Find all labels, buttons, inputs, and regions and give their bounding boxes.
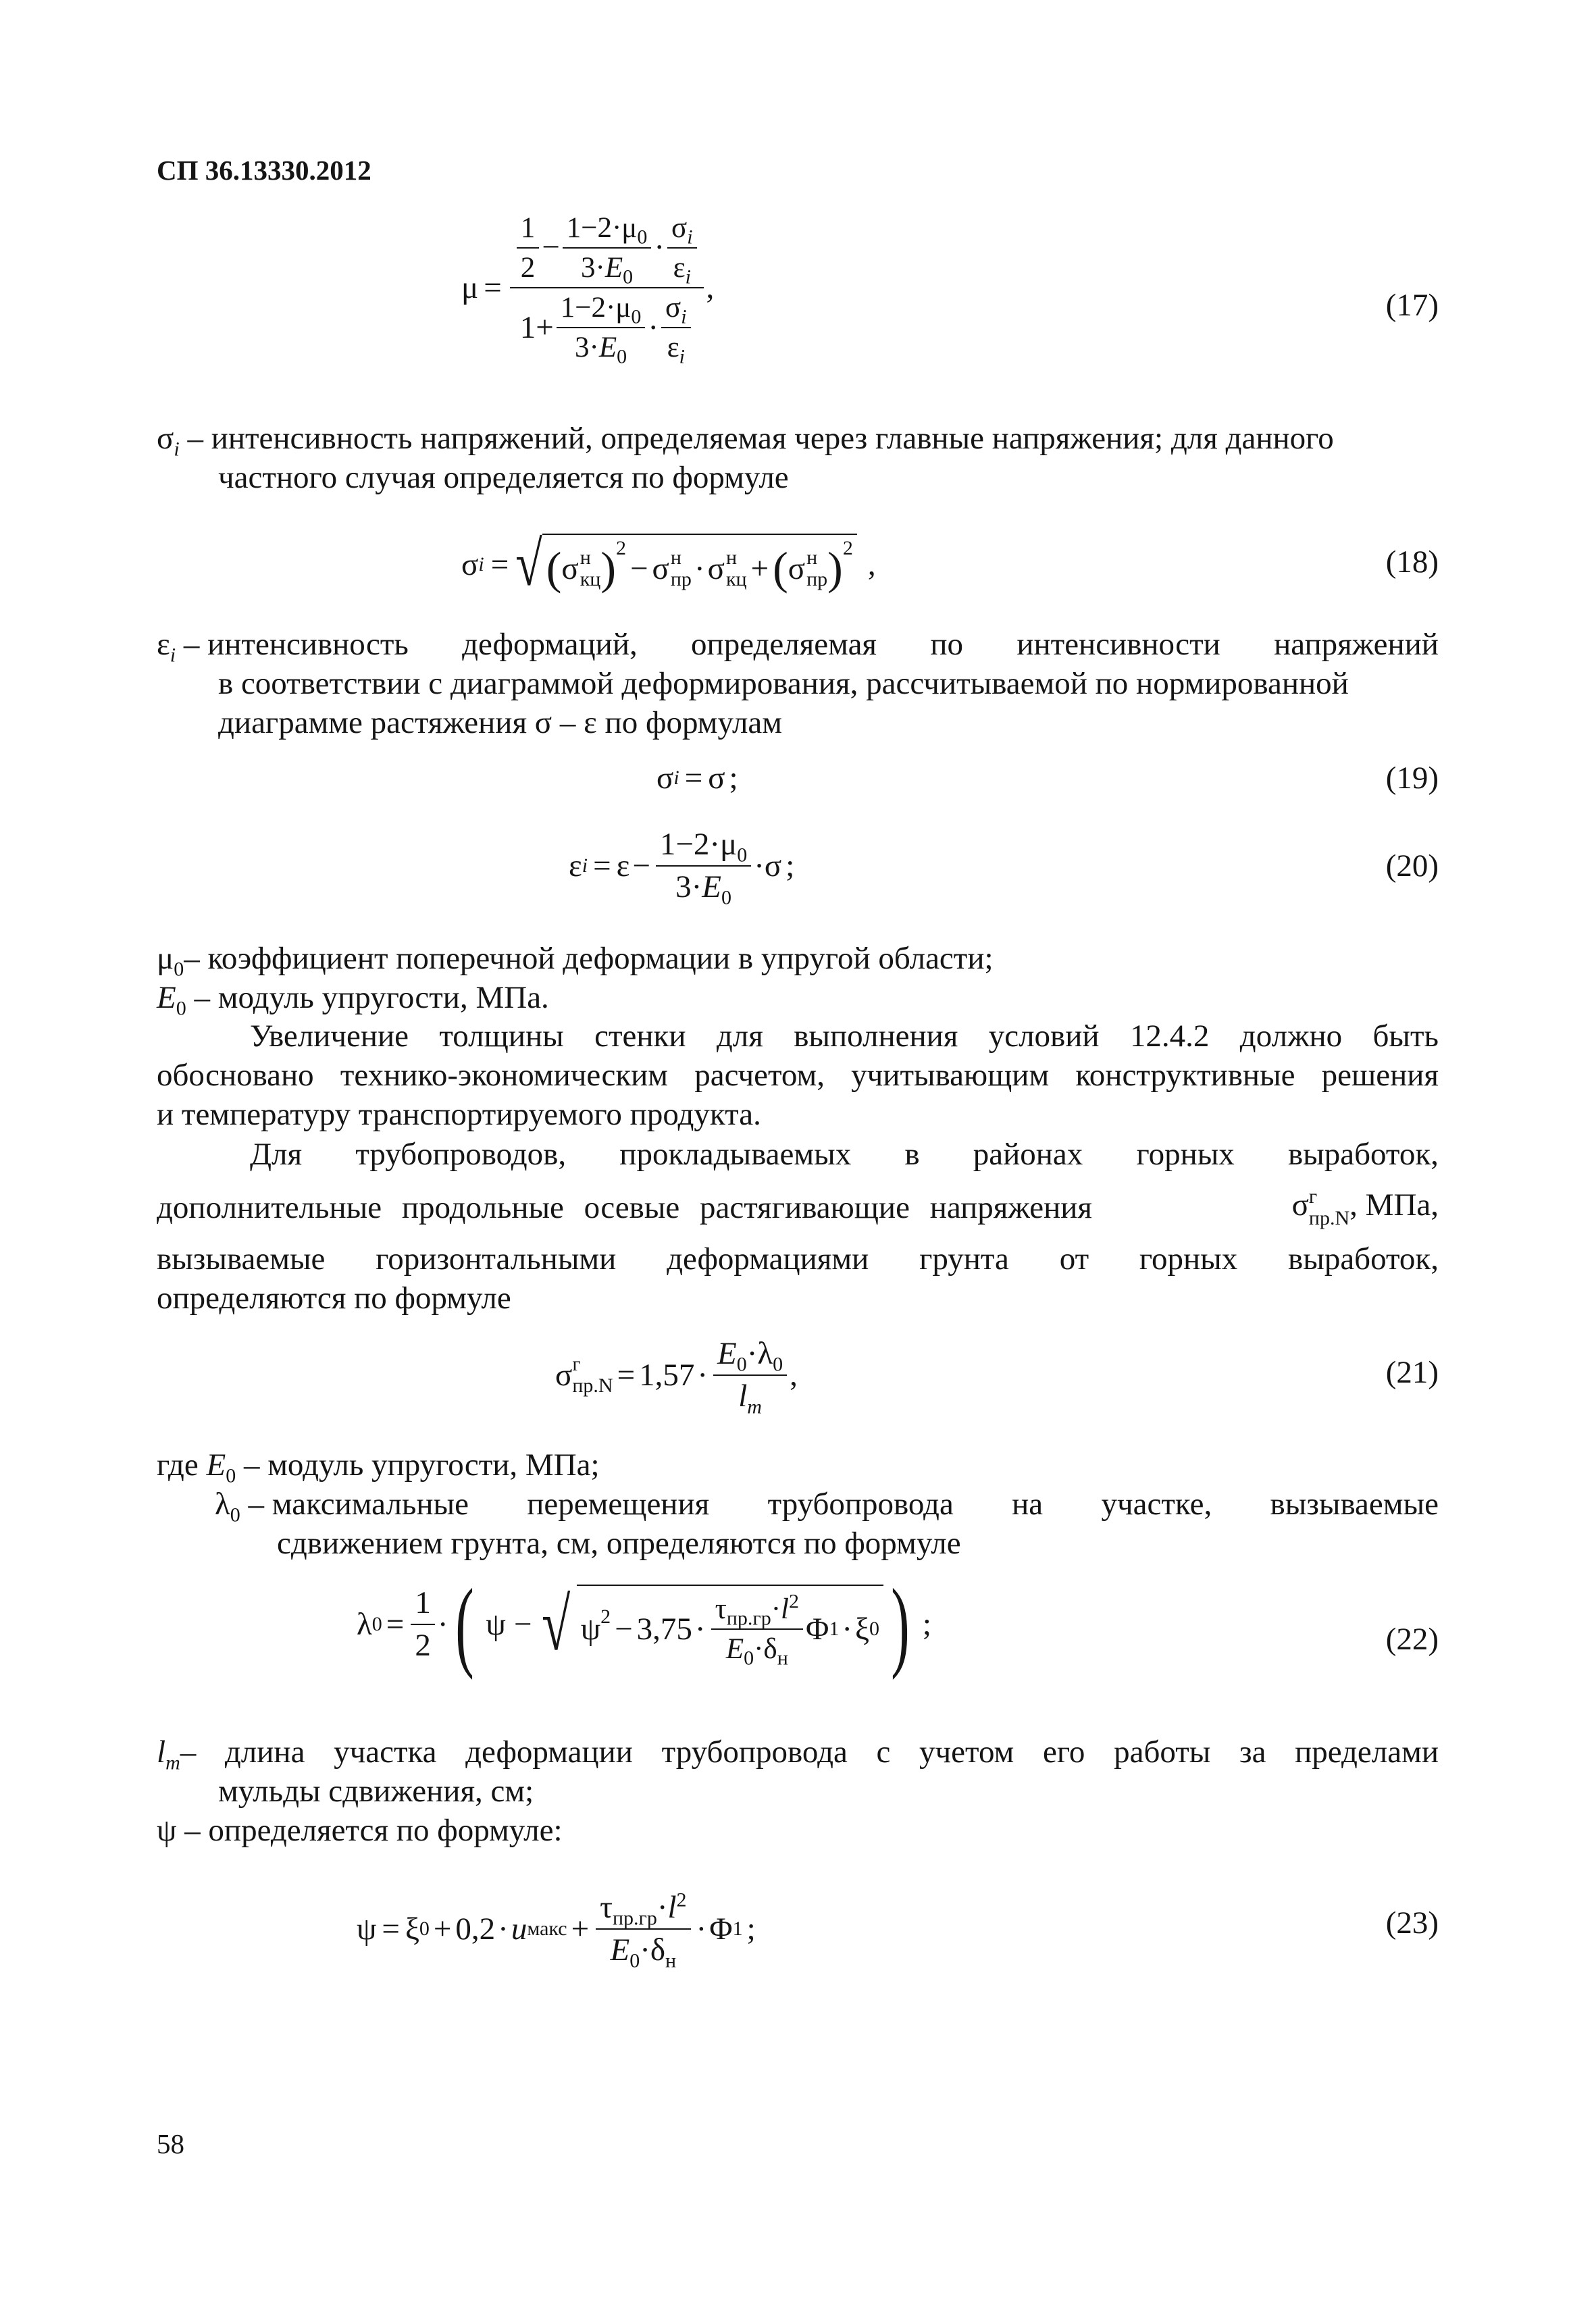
equation-number-22: (22)	[1385, 1622, 1439, 1657]
definition-lm-line1: $l_m$ – длина участка деформации трубопровода с учетом его работы за пределами	[157, 1734, 1439, 1774]
definition-lambda0-line2: сдвижением грунта, см, определяются по формуле	[277, 1526, 961, 1561]
formula-20: ε i = ε − $\frac{1-2\cdot\mu_0}{3\cdot E_0}$ · σ ;	[569, 827, 795, 909]
tau-fraction-22: $\frac{\tau_{пр.гр}\cdot l^2}{E_0\cdot\delta_н}$	[711, 1594, 803, 1664]
paragraph-2-line2: дополнительные продольные осевые растягивающие напряжения σ г пр.N , МПа,	[157, 1185, 1439, 1230]
equation-number-23: (23)	[1385, 1905, 1439, 1940]
main-numerator: $\frac{1}{2}$ − $\frac{1-2\cdot\mu_0}{3\cdot E_0}$ · $\frac{\sigma_i}{\varepsilon_i}$	[510, 213, 704, 288]
sqrt-radicand: ( σ н кц ) $^2$ − σ н пр · σ н кц + ( σ н пр ) $^2$	[542, 534, 857, 595]
definition-lm-line2: мульды сдвижения, см;	[218, 1774, 534, 1809]
sigma-eps-fraction-bottom: $\frac{\sigma_i}{\varepsilon_i}$	[661, 292, 691, 363]
formula-17: μ = $\frac{1}{2}$ − $\frac{1-2\cdot\mu_0}{3\cdot E_0}$ · $\frac{\sigma_i}{\varepsilon_i}$ 1 + $\frac{1-2\cdot\mu_0}{3\cdot E_0}$ · $\frac{\sigma_i}{\varepsilon_i}$ ,	[461, 212, 715, 369]
equation-number-21: (21)	[1385, 1355, 1439, 1390]
paragraph-2-line1: Для трубопроводов, прокладываемых в районах горных выработок,	[250, 1137, 1439, 1172]
right-paren-icon: )	[891, 1568, 910, 1680]
definition-eps-i-line3: диаграмме растяжения σ – ε по формулам	[218, 705, 783, 740]
definition-sigma-i-cont: частного случая определяется по формуле	[218, 460, 789, 495]
page-number: 58	[157, 2128, 184, 2159]
paragraph-2-line3: вызываемые горизонтальными деформациями грунта от горных выработок,	[157, 1241, 1439, 1277]
definition-lambda0-line1: $\lambda_0$ – максимальные перемещения трубопровода на участке, вызываемые	[215, 1487, 1439, 1526]
equation-number-17: (17)	[1385, 288, 1439, 323]
definition-E0: $E_0$ – модуль упругости, МПа.	[157, 980, 549, 1020]
paragraph-1-line1: Увеличение толщины стенки для выполнения условий 12.4.2 должно быть	[250, 1019, 1439, 1054]
formula-18: σ i = √ ( σ н кц ) $^2$ − σ н пр · σ н кц + ( σ н пр ) $^2$ ,	[461, 534, 876, 595]
formula-22: λ 0 = $\frac{1}{2}$ · ( ψ − √ ψ $^2$ − 3,75 · $\frac{\tau_{пр.гр}\cdot l^2}{E_0\cdot\delta_н}$ Φ 1 · ξ 0 ) ;	[357, 1568, 931, 1680]
formula-21: σ г пр.N = 1,57 · $\frac{E_0\cdot\lambda_0}{l_m}$ ,	[555, 1336, 798, 1418]
paragraph-1-line3: и температуру транспортируемого продукта.	[157, 1097, 761, 1132]
definition-psi: ψ – определяется по формуле:	[157, 1813, 563, 1848]
paragraph-2-line4: определяются по формуле	[157, 1281, 511, 1316]
equation-number-19: (19)	[1385, 761, 1439, 796]
tau-fraction-23: $\frac{\tau_{пр.гр}\cdot l^2}{E_0\cdot\delta_н}$	[596, 1891, 690, 1968]
left-paren-icon: (	[455, 1568, 475, 1680]
paragraph-1-line2: обосновано технико-экономическим расчетом, учитывающим конструктивные решения	[157, 1058, 1439, 1093]
definition-sigma-i: $\sigma_i$ – интенсивность напряжений, определяемая через главные напряжения; для данного	[157, 421, 1334, 461]
mu-symbol: μ	[461, 270, 479, 306]
main-denominator: 1 + $\frac{1-2\cdot\mu_0}{3\cdot E_0}$ · $\frac{\sigma_i}{\varepsilon_i}$	[516, 288, 698, 363]
definition-where-E0: где $E_0$ – модуль упругости, МПа;	[157, 1447, 600, 1487]
sqrt-sign-icon-22: √	[542, 1583, 571, 1666]
equation-number-20: (20)	[1385, 848, 1439, 883]
mu0-fraction-bottom: $\frac{1-2\cdot\mu_0}{3\cdot E_0}$	[557, 292, 646, 363]
formula-23: ψ = ξ 0 + 0,2 · u макс + $\frac{\tau_{пр.гр}\cdot l^2}{E_0\cdot\delta_н}$ · Φ 1 ;	[357, 1888, 756, 1972]
formula-19: σ i = σ ;	[657, 761, 738, 796]
sqrt-radicand-22: ψ $^2$ − 3,75 · $\frac{\tau_{пр.гр}\cdot l^2}{E_0\cdot\delta_н}$ Φ 1 · ξ 0	[577, 1585, 883, 1664]
definition-eps-i-line2: в соответствии с диаграммой деформирования, рассчитываемой по нормированной	[218, 666, 1349, 701]
sqrt-sign-icon: √	[515, 528, 542, 599]
mu0-fraction-top: $\frac{1-2\cdot\mu_0}{3\cdot E_0}$	[563, 213, 652, 283]
main-fraction	[510, 212, 704, 369]
mu0-fraction-20: $\frac{1-2\cdot\mu_0}{3\cdot E_0}$	[656, 828, 751, 904]
one-half: $\frac{1}{2}$	[517, 213, 540, 283]
E0-lambda0-fraction: $\frac{E_0\cdot\lambda_0}{l_m}$	[713, 1337, 787, 1414]
definition-mu0: $\mu_0-$ коэффициент поперечной деформации в упругой области;	[157, 941, 994, 981]
equation-number-18: (18)	[1385, 544, 1439, 580]
sigma-eps-fraction-top: $\frac{\sigma_i}{\varepsilon_i}$	[667, 213, 697, 283]
half-fraction-22: $\frac{1}{2}$	[411, 1587, 435, 1663]
equals-sign: =	[484, 270, 502, 306]
definition-eps-i-line1: $\varepsilon_i$ – интенсивность деформаций, определяемая по интенсивности напряжений	[157, 627, 1439, 667]
document-header: СП 36.13330.2012	[157, 155, 371, 186]
